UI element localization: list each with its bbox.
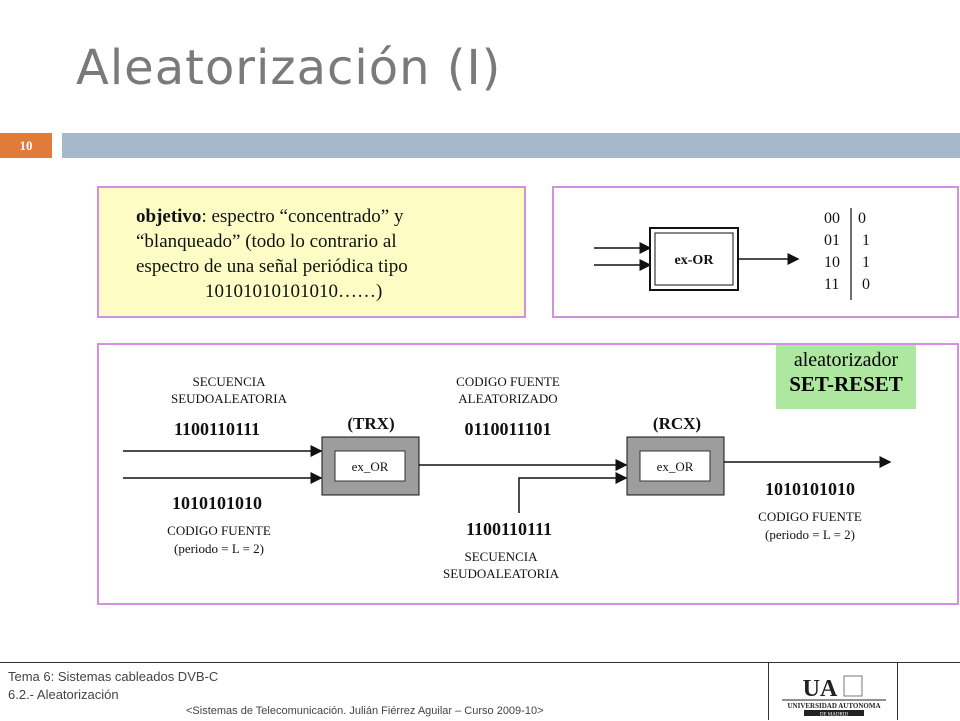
footer-divider — [897, 662, 898, 720]
footer-divider — [768, 662, 769, 720]
truth-in-1: 01 — [824, 232, 840, 249]
footer-subtopic: 6.2.- Aleatorización — [8, 687, 119, 702]
objective-line4: 10101010101010……) — [205, 281, 383, 302]
src-label-2: (periodo = L = 2) — [174, 541, 264, 556]
truth-in-3: 11 — [824, 276, 840, 293]
out-label-1: CODIGO FUENTE — [758, 509, 862, 524]
xor-truth-box — [552, 186, 959, 318]
objective-line1: : espectro “concentrado” y — [201, 206, 404, 227]
badge-line1: aleatorizador — [793, 349, 899, 371]
footer-course: <Sistemas de Telecomunicación. Julián Fiérrez Aguilar – Curso 2009-10> — [186, 705, 544, 717]
objective-box — [97, 186, 526, 318]
university-logo — [774, 672, 894, 716]
truth-out-0: 0 — [858, 210, 866, 227]
badge-line2: SET-RESET — [789, 372, 903, 396]
xor-gate-label: ex-OR — [674, 253, 714, 268]
page-number-badge: 10 — [0, 133, 52, 158]
rand-label-1: CODIGO FUENTE — [456, 374, 560, 389]
seq-label-2: SEUDOALEATORIA — [170, 391, 288, 406]
truth-out-3: 0 — [862, 276, 870, 293]
rcx-gate-label: ex_OR — [656, 459, 694, 474]
trx-gate-label: ex_OR — [351, 459, 389, 474]
out-label-2: (periodo = L = 2) — [765, 527, 855, 542]
truth-in-2: 10 — [824, 254, 840, 271]
rx-seq-value: 1100110111 — [465, 519, 553, 539]
rx-seq-label-2: SEUDOALEATORIA — [442, 566, 560, 581]
trx-label: (TRX) — [347, 414, 395, 433]
footer-topic: Tema 6: Sistemas cableados DVB-C — [8, 669, 219, 684]
logo-emblem-icon — [844, 676, 862, 696]
seq-label-1: SECUENCIA — [192, 374, 266, 389]
scrambler-type-badge — [776, 345, 916, 409]
title-bar — [62, 133, 960, 158]
objective-label: objetivo — [136, 206, 202, 227]
logo-mark: UA — [802, 676, 838, 702]
rand-label-2: ALEATORIZADO — [458, 391, 558, 406]
truth-out-2: 1 — [862, 254, 870, 271]
xor-diagram — [554, 188, 960, 320]
objective-line2: “blanqueado” (todo lo contrario al — [136, 231, 397, 252]
rcx-seq-arrow — [519, 478, 626, 513]
out-value: 1010101010 — [765, 479, 855, 499]
rx-seq-label-1: SECUENCIA — [464, 549, 538, 564]
logo-sub2: DE MADRID — [819, 712, 849, 716]
truth-out-1: 1 — [862, 232, 870, 249]
logo-sub1: UNIVERSIDAD AUTONOMA — [787, 702, 881, 710]
truth-in-0: 00 — [824, 210, 840, 227]
rcx-label: (RCX) — [652, 414, 702, 433]
rand-value: 0110011101 — [464, 419, 552, 439]
slide-title: Aleatorización (I) — [76, 40, 502, 96]
src-value: 1010101010 — [172, 493, 262, 513]
seq-value: 1100110111 — [173, 419, 261, 439]
src-label-1: CODIGO FUENTE — [167, 523, 271, 538]
objective-text — [136, 204, 516, 304]
objective-line3: espectro de una señal periódica tipo — [136, 256, 408, 277]
